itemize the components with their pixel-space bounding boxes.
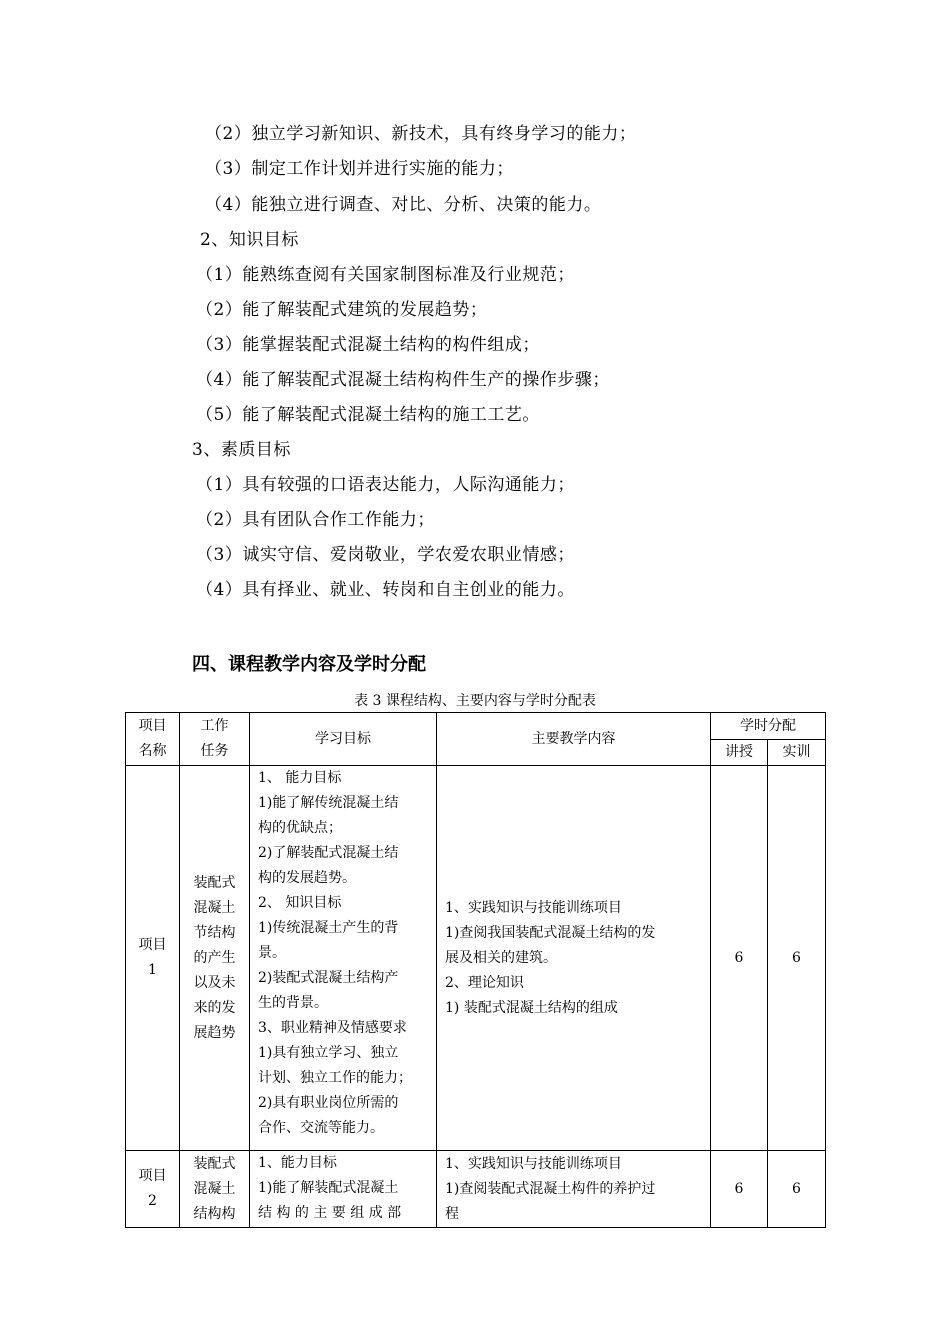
cell-project bbox=[126, 766, 180, 1151]
header-lecture: 讲授 bbox=[711, 740, 768, 766]
cell-text: 景。 bbox=[258, 945, 286, 961]
cell-text: 1、实践知识与技能训练项目 bbox=[445, 1155, 622, 1172]
paragraph-line: （1）能熟练查阅有关国家制图标准及行业规范； bbox=[196, 265, 575, 285]
header-practice: 实训 bbox=[768, 740, 826, 766]
paragraph-line: （1）具有较强的口语表达能力，人际沟通能力； bbox=[196, 475, 575, 495]
paragraph-line: （3）诚实守信、爱岗敬业，学农爱农职业情感； bbox=[196, 545, 575, 565]
cell-text: 1、能力目标 bbox=[258, 1155, 337, 1171]
cell-text: 2、理论知识 bbox=[445, 974, 524, 991]
cell-text: 1)能了解传统混凝土结 bbox=[258, 795, 399, 811]
paragraph-line: （4）能了解装配式混凝土结构构件生产的操作步骤； bbox=[196, 370, 610, 390]
cell-lecture-hours: 6 bbox=[711, 766, 768, 1151]
cell-text: 2)了解装配式混凝土结 bbox=[258, 845, 399, 861]
paragraph-line: （3）能掌握装配式混凝土结构的构件组成； bbox=[196, 335, 540, 355]
header-learning-goals: 学习目标 bbox=[250, 713, 437, 766]
header-text: 工作 bbox=[200, 718, 229, 734]
cell-project bbox=[126, 1151, 180, 1228]
subheading-quality-goals: 3、素质目标 bbox=[192, 440, 291, 460]
cell-text: 1) 装配式混凝土结构的组成 bbox=[445, 999, 618, 1016]
cell-text: 混凝土 bbox=[193, 899, 236, 916]
cell-text: 装配式 bbox=[193, 1155, 236, 1172]
cell-text: 程 bbox=[445, 1205, 459, 1222]
paragraph-line: （3）制定工作计划并进行实施的能力； bbox=[205, 159, 514, 179]
cell-text: 项目 bbox=[138, 1168, 167, 1184]
paragraph-line: （4）能独立进行调查、对比、分析、决策的能力。 bbox=[205, 195, 602, 215]
cell-text: 节结构 bbox=[193, 924, 236, 941]
cell-text: 装配式 bbox=[193, 874, 236, 891]
header-project-name bbox=[126, 713, 180, 766]
cell-lecture-hours: 6 bbox=[711, 1151, 768, 1228]
cell-text: 项目 bbox=[138, 937, 167, 953]
cell-text: 1)具有独立学习、独立 bbox=[258, 1045, 399, 1061]
header-text: 名称 bbox=[138, 743, 167, 759]
cell-text: 3、职业精神及情感要求 bbox=[258, 1020, 407, 1036]
cell-text: 2、 知识目标 bbox=[258, 895, 342, 911]
header-text: 项目 bbox=[138, 718, 167, 734]
cell-goals bbox=[250, 766, 437, 1151]
cell-text: 1)传统混凝土产生的背 bbox=[258, 920, 399, 936]
cell-goals bbox=[250, 1151, 437, 1228]
cell-text: 1)查阅我国装配式混凝土结构的发 bbox=[445, 924, 656, 941]
paragraph-line: （2）具有团队合作工作能力； bbox=[196, 510, 435, 530]
cell-task bbox=[180, 1151, 250, 1228]
cell-content bbox=[437, 766, 711, 1151]
table-row bbox=[126, 1151, 826, 1228]
table-header-row bbox=[126, 713, 826, 740]
cell-text: 1、实践知识与技能训练项目 bbox=[445, 899, 622, 916]
cell-text: 2 bbox=[148, 1193, 157, 1209]
cell-text: 展及相关的建筑。 bbox=[445, 949, 557, 966]
course-structure-table bbox=[125, 712, 826, 1228]
cell-text: 生的背景。 bbox=[258, 995, 328, 1011]
paragraph-line: （4）具有择业、就业、转岗和自主创业的能力。 bbox=[196, 580, 575, 600]
cell-text: 构的发展趋势。 bbox=[258, 870, 356, 886]
cell-text: 1、 能力目标 bbox=[258, 770, 342, 786]
cell-text: 以及未 bbox=[193, 974, 236, 991]
header-text: 任务 bbox=[200, 743, 229, 759]
paragraph-line: （5）能了解装配式混凝土结构的施工工艺。 bbox=[196, 405, 540, 425]
cell-text: 来的发 bbox=[193, 999, 236, 1016]
cell-text: 结 构 的 主 要 组 成 部 bbox=[258, 1205, 402, 1221]
table-row bbox=[126, 766, 826, 1151]
cell-text: 2)具有职业岗位所需的 bbox=[258, 1095, 399, 1111]
cell-text: 2)装配式混凝土结构产 bbox=[258, 970, 399, 986]
cell-text: 构的优缺点； bbox=[258, 820, 342, 836]
paragraph-line: （2）独立学习新知识、新技术，具有终身学习的能力； bbox=[205, 124, 637, 144]
cell-text: 1 bbox=[148, 962, 157, 978]
cell-text: 1)能了解装配式混凝土 bbox=[258, 1180, 399, 1196]
header-work-task bbox=[180, 713, 250, 766]
header-hours-allocation: 学时分配 bbox=[711, 713, 826, 740]
cell-practice-hours: 6 bbox=[768, 766, 826, 1151]
cell-text: 混凝土 bbox=[193, 1180, 236, 1197]
paragraph-line: （2）能了解装配式建筑的发展趋势； bbox=[196, 300, 488, 320]
cell-text: 展趋势 bbox=[193, 1024, 236, 1041]
subheading-knowledge-goals: 2、知识目标 bbox=[200, 230, 299, 250]
cell-practice-hours: 6 bbox=[768, 1151, 826, 1228]
table-caption: 表 3 课程结构、主要内容与学时分配表 bbox=[354, 693, 596, 709]
cell-text: 1)查阅装配式混凝土构件的养护过 bbox=[445, 1180, 656, 1197]
cell-content bbox=[437, 1151, 711, 1228]
cell-task bbox=[180, 766, 250, 1151]
cell-text: 的产生 bbox=[193, 949, 236, 966]
section-heading: 四、课程教学内容及学时分配 bbox=[192, 654, 426, 675]
cell-text: 合作、交流等能力。 bbox=[258, 1120, 384, 1136]
cell-text: 结构构 bbox=[193, 1205, 236, 1222]
cell-text: 计划、独立工作的能力； bbox=[258, 1070, 412, 1086]
header-main-content: 主要教学内容 bbox=[437, 713, 711, 766]
